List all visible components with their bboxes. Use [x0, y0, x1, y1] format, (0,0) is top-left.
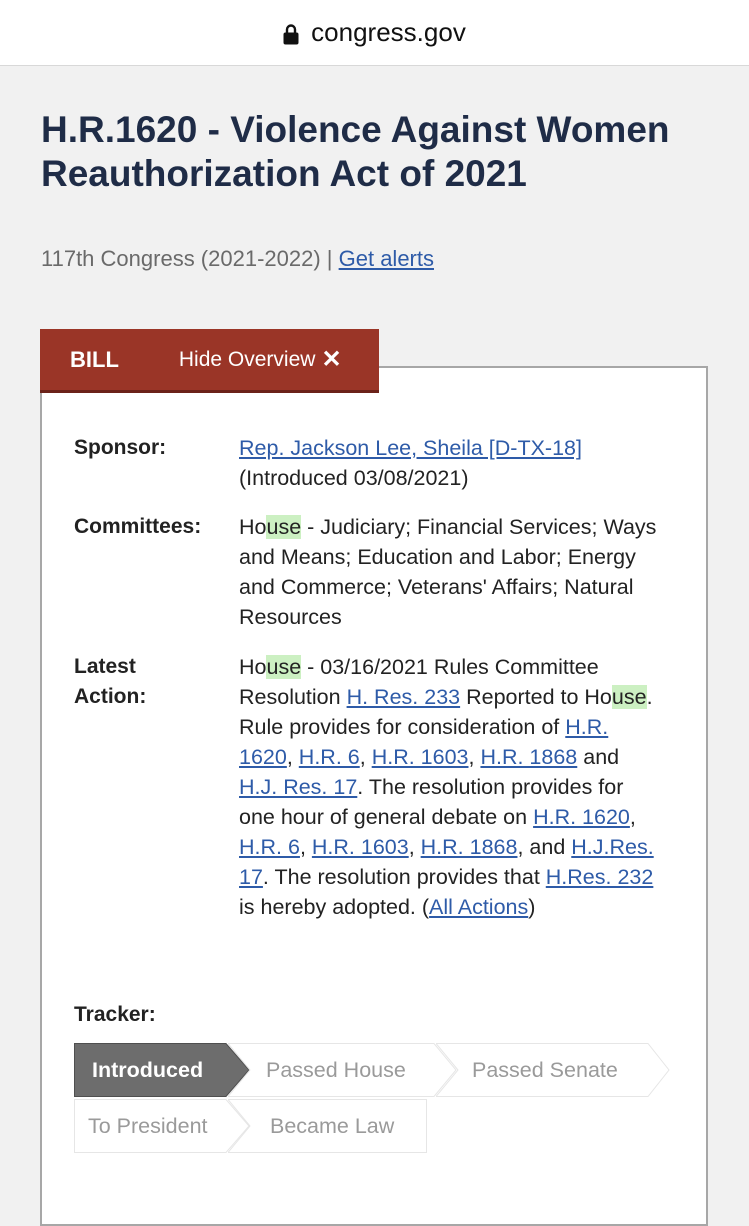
tracker-step-passed-senate: Passed Senate — [436, 1043, 670, 1097]
bill-link[interactable]: H.R. 1868 — [420, 835, 518, 859]
resolution-link[interactable]: H. Res. 233 — [346, 685, 461, 709]
congress-subtitle — [41, 246, 434, 272]
close-icon: ✕ — [321, 345, 342, 373]
tracker-step-introduced: Introduced — [74, 1043, 250, 1097]
bill-link[interactable]: H.R. 1620 — [239, 715, 609, 769]
tracker-step-to-president: To President — [74, 1099, 250, 1153]
sponsor-value — [239, 433, 659, 493]
tracker-step-became-law: Became Law — [228, 1099, 427, 1153]
page-title: H.R.1620 - Violence Against Women Reauthorization Act of 2021 — [41, 109, 670, 194]
sponsor-link[interactable]: Rep. Jackson Lee, Sheila [D-TX-18] — [239, 436, 582, 460]
lock-icon — [283, 23, 299, 45]
get-alerts-link[interactable]: Get alerts — [338, 246, 434, 271]
latest-action-value: House - 03/16/2021 Rules Committee Resolution H. Res. 233 Reported to House. Rule provides for consideration of H.R. 1620, H.R. 6, H.R. 1603, H.R. 1868 and H.J. Res. 17. The resolution provides for one hour of general debate on H.R. 1620, H.R. 6, H.R. 1603, H.R. 1868, and H.J.Res. 17. The resolution provides that H.Res. 232 is hereby adopted. (All Actions) — [239, 655, 654, 919]
bill-link[interactable]: H.J.Res. 17 — [239, 835, 654, 889]
bill-link[interactable]: H.R. 1603 — [311, 835, 409, 859]
tab-bill[interactable]: BILL — [70, 346, 119, 372]
sponsor-introduced: (Introduced 03/08/2021) — [239, 466, 469, 490]
all-actions-link[interactable]: All Actions — [429, 895, 529, 919]
bill-link[interactable]: H.J. Res. 17 — [239, 775, 358, 799]
bill-link[interactable]: H.R. 6 — [298, 745, 360, 769]
congress-session: 117th Congress (2021-2022) | — [41, 246, 333, 271]
committees-label: Committees: — [74, 515, 202, 538]
tracker-label: Tracker: — [74, 1003, 156, 1026]
resolution-link[interactable]: H.Res. 232 — [545, 865, 654, 889]
browser-url-bar[interactable] — [0, 0, 749, 66]
tracker — [74, 1043, 670, 1155]
bill-link[interactable]: H.R. 1868 — [480, 745, 578, 769]
latest-action-label: Latest Action: — [74, 655, 147, 708]
bill-link[interactable]: H.R. 1603 — [371, 745, 469, 769]
committees-value: House - Judiciary; Financial Services; Ways and Means; Education and Labor; Energy and Commerce; Veterans' Affairs; Natural Resources — [239, 515, 657, 629]
hide-overview-label: Hide Overview — [178, 347, 316, 371]
bill-tab-bar — [40, 329, 379, 393]
bill-link[interactable]: H.R. 1620 — [533, 805, 630, 829]
sponsor-label: Sponsor: — [74, 436, 167, 459]
bill-link[interactable]: H.R. 6 — [239, 835, 300, 859]
tracker-step-passed-house: Passed House — [228, 1043, 458, 1097]
url-text: congress.gov — [311, 17, 466, 47]
hide-overview-button[interactable] — [178, 345, 342, 373]
